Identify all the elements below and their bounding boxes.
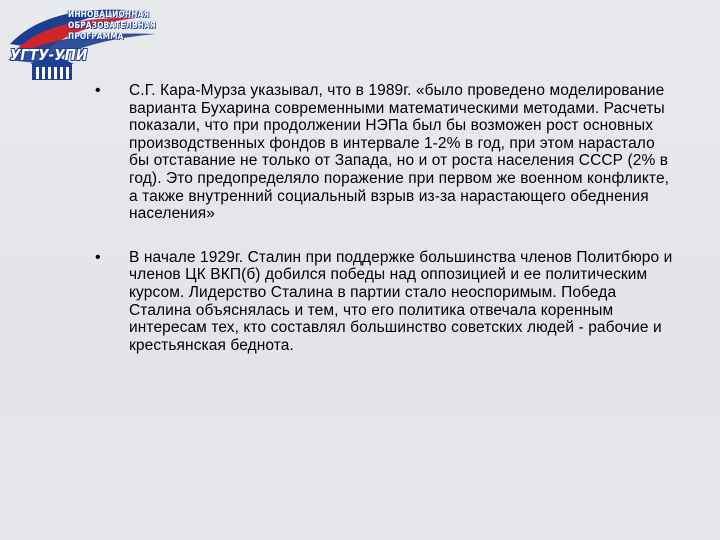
bullet-item <box>95 249 675 355</box>
logo-university-name: УГТУ-УПИ <box>10 46 88 64</box>
slide-content <box>95 82 675 354</box>
logo-line-3: ПРОГРАММА <box>68 32 124 42</box>
logo-line-2: ОБРАЗОВАТЕЛЬНАЯ <box>68 21 156 31</box>
bullet-marker: • <box>95 82 101 99</box>
university-logo <box>6 4 166 84</box>
bullet-marker: • <box>95 248 101 266</box>
bullet-text: С.Г. Кара-Мурза указывал, что в 1989г. «было проведено моделирование варианта Бухарина современными математическими методами. Расчеты показали, что при продолжении НЭПа был бы возможен рост основных производственных фондов в интервале 1-2% в год, при этом нарастало бы отставание не только от Запада, но и от роста населения СССР (2% в год). Это предопределяло поражение при первом же военном конфликте, а также внутренний социальный взрыв из-за нарастающего обеднения населения» <box>129 82 670 223</box>
logo-program-text <box>68 10 168 43</box>
bullet-item <box>95 82 675 223</box>
bullet-text: В начале 1929г. Сталин при поддержке большинства членов Политбюро и членов ЦК ВКП(б) добился победы над оппозицией и ее политическим курсом. Лидерство Сталина в партии стало неоспоримым. Победа Сталина объяснялась и тем, что его политика отвечала коренным интересам тех, кто составлял большинство советских людей - рабочие и крестьянская беднота. <box>129 248 673 354</box>
logo-line-1: ИННОВАЦИОННАЯ <box>68 10 150 20</box>
